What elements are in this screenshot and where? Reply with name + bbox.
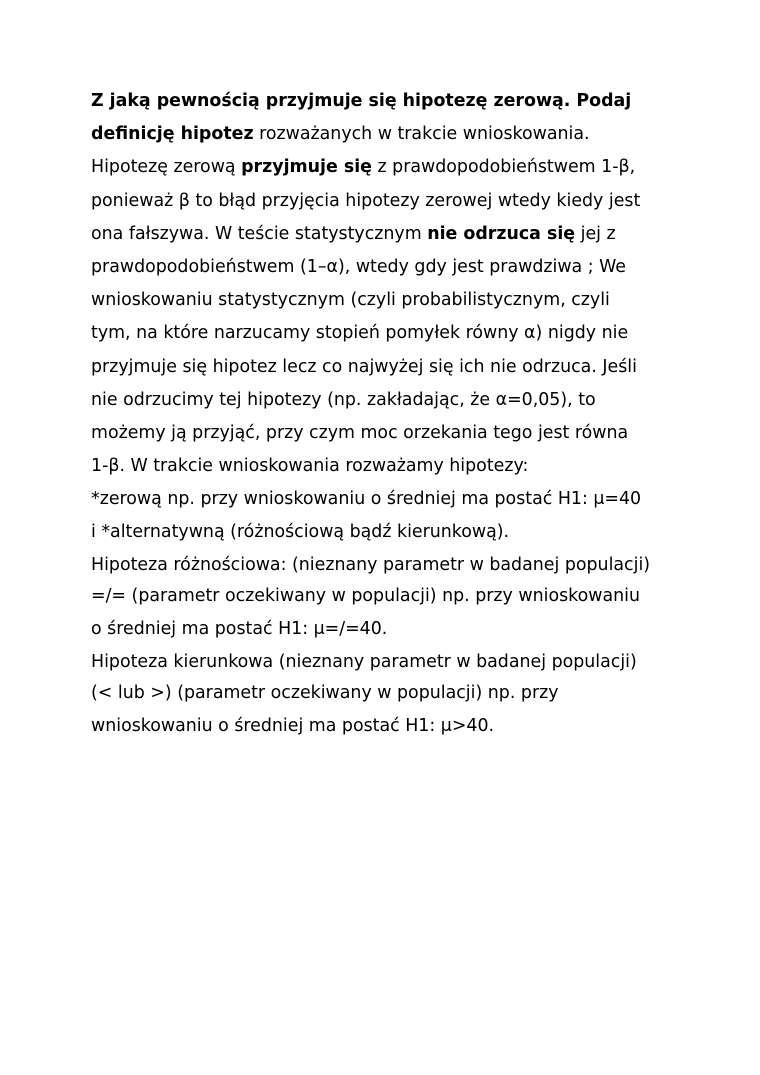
text-line [91,384,731,417]
text-line [91,351,731,384]
text-span: z prawdopodobieństwem 1-β, [371,157,636,178]
text-line [91,85,731,118]
text-line [91,185,731,218]
text-span: jej z [575,223,616,244]
text-line [91,647,731,678]
text-span: o średniej ma postać H1: μ=/=40. [91,619,388,640]
text-line [91,251,731,284]
text-line [91,580,731,613]
document-text [91,85,731,743]
text-span: przyjmuje się hipotez lecz co najwyżej się ich nie odrzuca. Jeśli [91,356,637,377]
text-span: Hipotezę zerową [91,157,242,178]
text-span: możemy ją przyjąć, przy czym moc orzekania tego jest równa [91,422,629,443]
bold-text: przyjmuje się [241,157,372,178]
text-span: ona fałszywa. W teście statystycznym [91,223,428,244]
text-span: *zerową np. przy wnioskowaniu o średniej ma postać H1: μ=40 [91,489,642,510]
text-line [91,151,731,184]
text-line [91,613,731,646]
text-line [91,516,731,549]
text-line [91,118,731,151]
text-span: (< lub >) (parametr oczekiwany w populacji) np. przy [91,683,559,703]
text-line [91,218,731,251]
text-span: tym, na które narzucamy stopień pomyłek równy α) nigdy nie [91,323,629,344]
text-span: i *alternatywną (różnościową bądź kierunkową). [91,522,510,543]
text-line [91,417,731,450]
text-line [91,284,731,317]
bold-text: definicję hipotez [91,124,254,145]
text-line [91,677,731,710]
text-line [91,550,731,581]
text-line [91,450,731,483]
bold-text: Z jaką pewnością przyjmuje się hipotezę zerową. Podaj [91,91,632,111]
text-span: prawdopodobieństwem (1–α), wtedy gdy jest prawdziwa ; We [91,256,626,277]
text-span: wnioskowaniu o średniej ma postać H1: μ>40. [91,716,495,737]
text-span: =/= (parametr oczekiwany w populacji) np. przy wnioskowaniu [91,586,641,607]
text-span: Hipoteza różnościowa: (nieznany parametr w badanej populacji) [91,554,651,575]
text-span: rozważanych w trakcie wnioskowania. [253,124,590,145]
text-span: wnioskowaniu statystycznym (czyli probabilistycznym, czyli [91,290,610,311]
text-line [91,317,731,350]
text-span: Hipoteza kierunkowa (nieznany parametr w badanej populacji) [91,651,637,672]
text-span: nie odrzucimy tej hipotezy (np. zakładając, że α=0,05), to [91,389,596,410]
text-line [91,483,731,516]
bold-text: nie odrzuca się [427,223,576,244]
text-line [91,710,731,743]
text-span: ponieważ β to błąd przyjęcia hipotezy zerowej wtedy kiedy jest [91,190,641,211]
text-span: 1-β. W trakcie wnioskowania rozważamy hipotezy: [91,456,529,477]
